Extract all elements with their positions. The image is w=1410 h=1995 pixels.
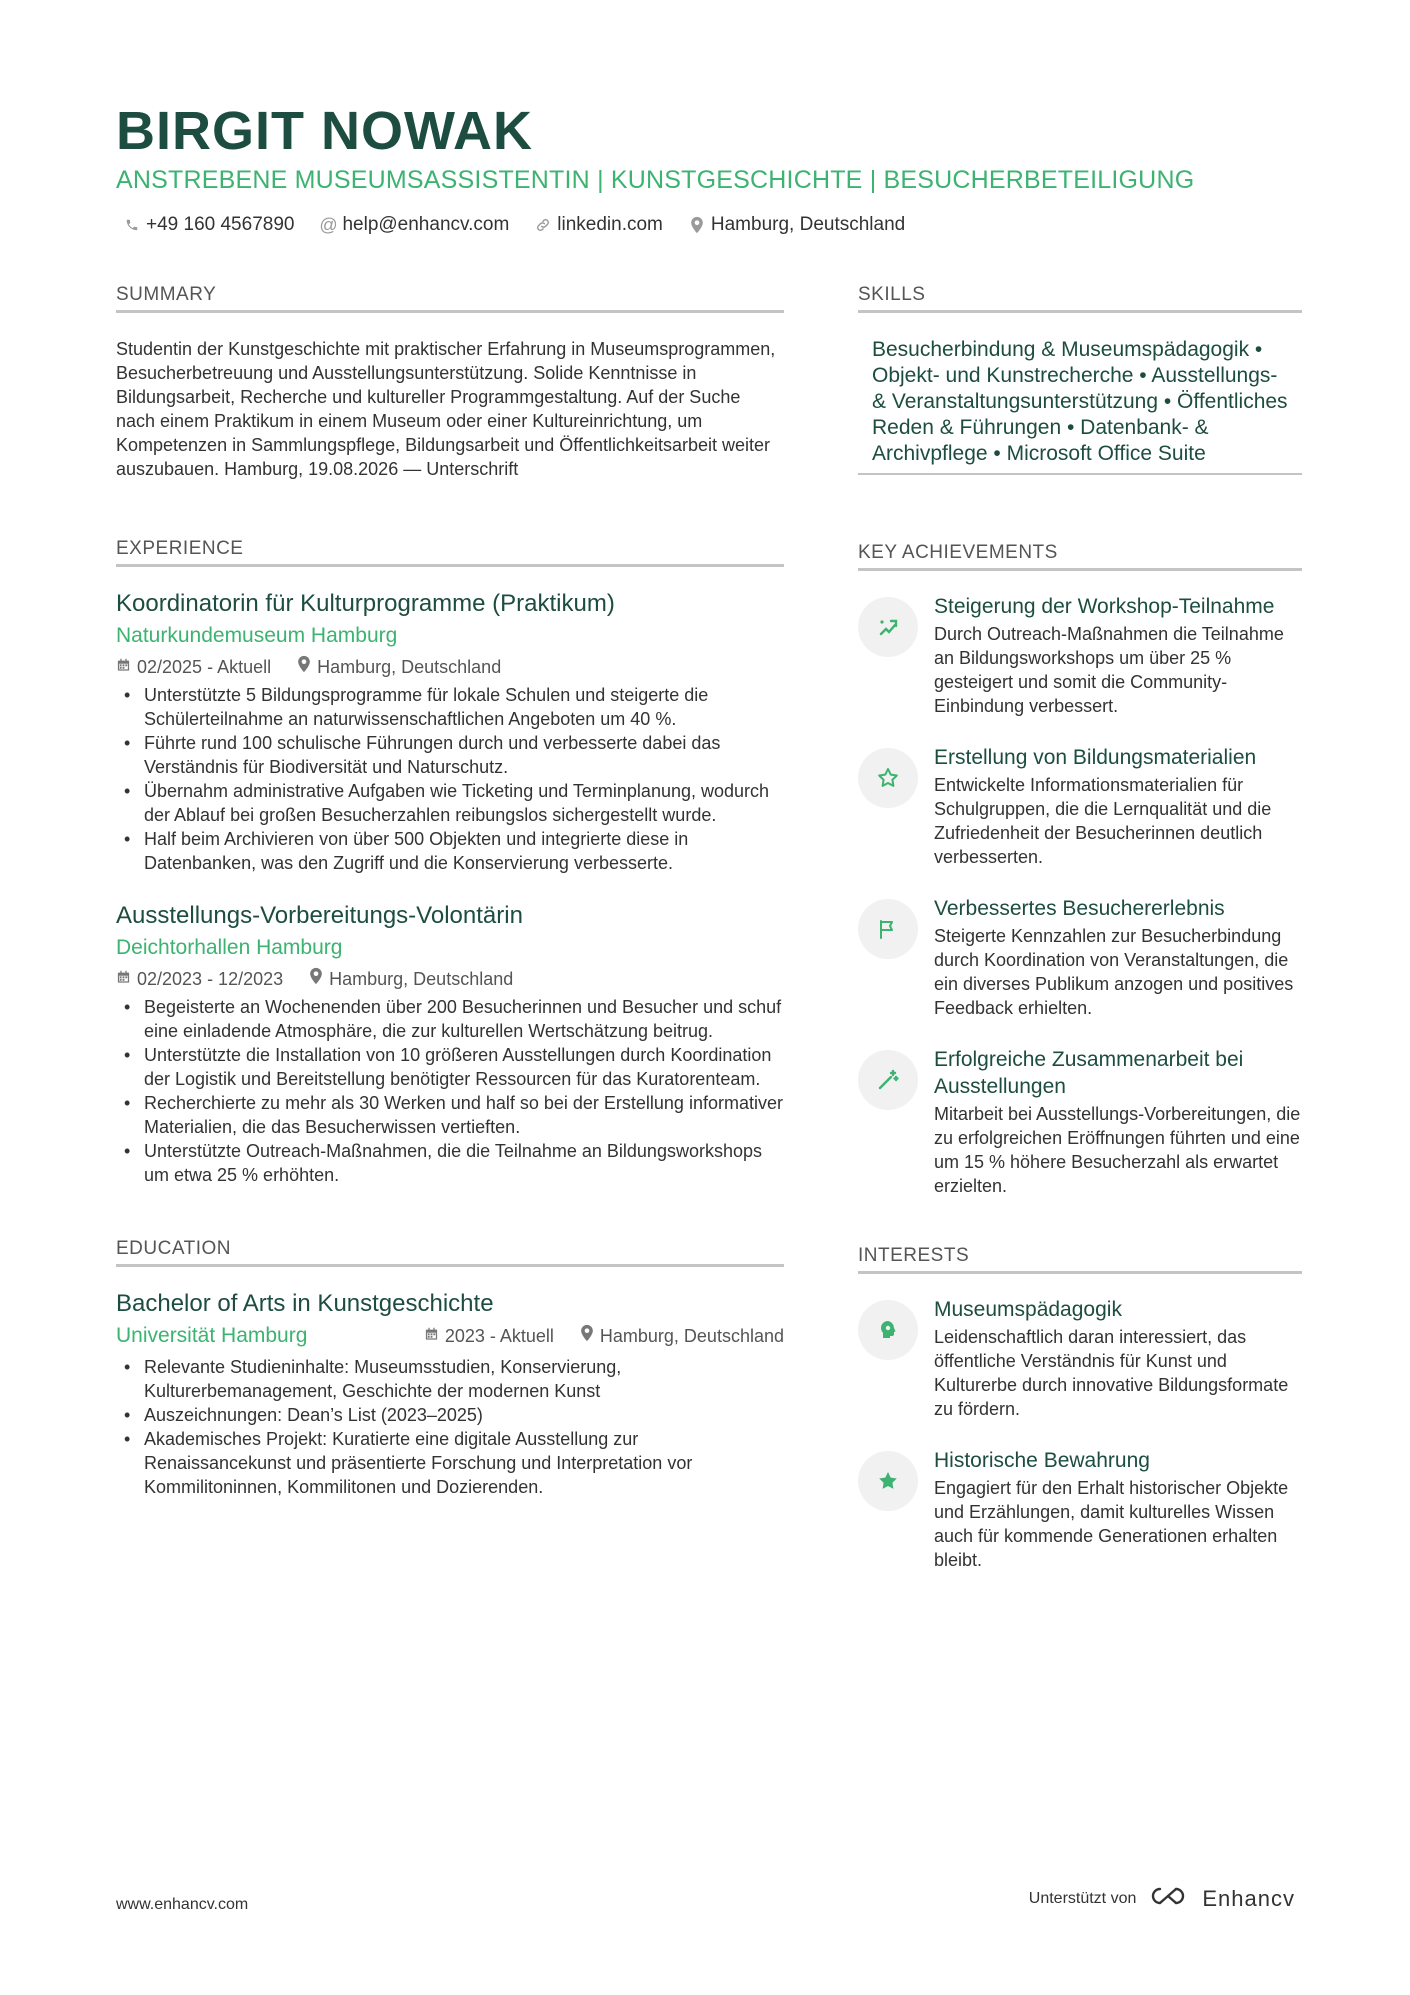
achievement-title: Verbessertes Besuchererlebnis: [934, 897, 1225, 920]
contact-phone-text: +49 160 4567890: [146, 214, 295, 235]
job-dates: [116, 655, 271, 679]
contact-phone[interactable]: [124, 214, 294, 236]
achievements-heading: KEY ACHIEVEMENTS: [858, 541, 1302, 571]
skills-section: [858, 283, 1302, 475]
job-dates-text: 02/2025 - Aktuell: [137, 657, 272, 677]
bullet-item: • Relevante Studieninhalte: Museumsstudien, Konservierung, Kulturerbemanagement, Geschichte der modernen Kunst: [116, 1355, 784, 1403]
location-pin-icon: [309, 967, 323, 991]
achievement-title: Steigerung der Workshop-Teilnahme: [934, 595, 1275, 618]
job-bullets: [116, 995, 784, 1187]
summary-text: Studentin der Kunstgeschichte mit praktischer Erfahrung in Museumsprogrammen, Besucherbetreuung und Ausstellungsunterstützung. Solide Kenntnisse in Bildungsarbeit, Recherche und kultureller Programmgestaltung. Auf der Suche nach einem Praktikum in einem Museum oder einer Kultureinrichtung, um Kompetenzen in Sammlungspflege, Bildungsarbeit und Öffentlichkeitsarbeit weiter auszubauen. Hamburg, 19.08.2026 — Unterschrift: [116, 339, 776, 479]
education-item: [116, 1289, 784, 1499]
contact-email-text: help@enhancv.com: [342, 214, 510, 235]
calendar-icon: [116, 967, 131, 991]
degree-title: Bachelor of Arts in Kunstgeschichte: [116, 1290, 494, 1317]
job-dates-text: 02/2023 - 12/2023: [137, 969, 284, 989]
summary-section: [116, 283, 784, 481]
star-filled-icon: [858, 1451, 918, 1511]
education-location-text: Hamburg, Deutschland: [599, 1326, 784, 1346]
skills-box: [858, 337, 1302, 475]
contact-bar: [116, 214, 1306, 236]
bullet-item: • Übernahm administrative Aufgaben wie Ticketing und Terminplanung, wodurch der Ablauf bei großen Besucherzahlen reibungslos sichergestellt wurde.: [116, 779, 784, 827]
interest-title: Museumspädagogik: [934, 1298, 1122, 1321]
phone-icon: [124, 216, 140, 234]
footer-website[interactable]: www.enhancv.com: [116, 1896, 249, 1913]
growth-icon: [858, 597, 918, 657]
job-title: Ausstellungs-Vorbereitungs-Volontärin: [116, 902, 523, 929]
interest-body: [934, 1296, 1302, 1421]
contact-linkedin[interactable]: [535, 214, 663, 236]
interest-desc: Engagiert für den Erhalt historischer Objekte und Erzählungen, damit kulturelles Wissen auch für kommende Generationen erhalten bleibt.: [934, 1478, 1289, 1570]
bullet-item: • Auszeichnungen: Dean’s List (2023–2025): [116, 1403, 784, 1427]
magic-wand-icon: [858, 1050, 918, 1110]
company-name: Deichtorhallen Hamburg: [116, 936, 343, 959]
education-meta-row: [116, 1321, 784, 1351]
job-location: [297, 655, 501, 679]
education-dates-text: 2023 - Aktuell: [444, 1326, 554, 1346]
interest-desc: Leidenschaftlich daran interessiert, das öffentliche Verständnis für Kunst und Kulturerbe durch innovative Bildungsformate zu fördern.: [934, 1327, 1289, 1419]
location-pin-icon: [297, 655, 311, 679]
enhancv-brand-text: Enhancv: [1202, 1885, 1295, 1911]
achievement-body: [934, 895, 1302, 1020]
job-location-text: Hamburg, Deutschland: [317, 657, 502, 677]
interest-item: [858, 1447, 1302, 1572]
achievements-section: [858, 541, 1302, 1198]
education-heading: EDUCATION: [116, 1237, 784, 1267]
powered-by-text: Unterstützt von: [1028, 1889, 1137, 1907]
achievement-item: [858, 895, 1302, 1020]
bullet-item: • Begeisterte an Wochenenden über 200 Besucherinnen und Besucher und schuf eine einladende Atmosphäre, die zur kulturellen Wertschätzung beitrug.: [116, 995, 784, 1043]
school-name: Universität Hamburg: [116, 1324, 308, 1347]
education-meta: [424, 1324, 784, 1348]
footer-powered-by[interactable]: [1029, 1884, 1295, 1913]
contact-location-text: Hamburg, Deutschland: [710, 214, 906, 235]
bullet-item: • Recherchierte zu mehr als 30 Werken und half so bei der Erstellung informativer Materialien, die das Besucherwissen vertieften.: [116, 1091, 784, 1139]
education-location: [580, 1324, 784, 1348]
job-dates: [116, 967, 283, 991]
achievement-item: [858, 744, 1302, 869]
achievement-desc: Entwickelte Informationsmaterialien für Schulgruppen, die die Lernqualität und die Zufriedenheit der Besucherinnen deutlich verbesserten.: [934, 775, 1272, 867]
interests-section: [858, 1244, 1302, 1572]
calendar-icon: [116, 655, 131, 679]
achievement-body: [934, 744, 1302, 869]
job-meta: [116, 655, 784, 679]
at-icon: @: [319, 214, 338, 235]
interest-body: [934, 1447, 1302, 1572]
achievement-body: [934, 593, 1302, 718]
contact-location: [689, 214, 905, 236]
summary-heading: SUMMARY: [116, 283, 784, 313]
interest-item: [858, 1296, 1302, 1421]
bullet-item: • Unterstützte 5 Bildungsprogramme für lokale Schulen und steigerte die Schülerteilnahme an naturwissenschaftlichen Angeboten um 40 %.: [116, 683, 784, 731]
experience-item: [116, 589, 784, 875]
location-pin-icon: [580, 1324, 594, 1348]
enhancv-logo-icon: [1146, 1884, 1192, 1913]
achievement-item: [858, 593, 1302, 718]
interest-title: Historische Bewahrung: [934, 1449, 1150, 1472]
contact-email[interactable]: [320, 214, 509, 236]
resume-header: [116, 100, 1306, 236]
achievement-title: Erfolgreiche Zusammenarbeit bei Ausstellungen: [934, 1048, 1244, 1098]
education-bullets: [116, 1355, 784, 1499]
experience-item: [116, 901, 784, 1187]
experience-section: [116, 537, 784, 1187]
job-bullets: [116, 683, 784, 875]
calendar-icon: [424, 1324, 439, 1348]
contact-linkedin-text: linkedin.com: [557, 214, 663, 235]
skills-heading: SKILLS: [858, 283, 1302, 313]
education-section: [116, 1237, 784, 1499]
skills-text: Besucherbindung & Museumspädagogik • Objekt- und Kunstrecherche • Ausstellungs- & Veranstaltungsunterstützung • Öffentliches Reden & Führungen • Datenbank- & Archivpflege • Microsoft Office Suite: [872, 338, 1288, 465]
star-icon: [858, 748, 918, 808]
job-title: Koordinatorin für Kulturprogramme (Praktikum): [116, 590, 615, 617]
job-meta: [116, 967, 784, 991]
interests-heading: INTERESTS: [858, 1244, 1302, 1274]
location-pin-icon: [689, 216, 705, 234]
achievement-desc: Mitarbeit bei Ausstellungs-Vorbereitungen, die zu erfolgreichen Eröffnungen führten und eine um 15 % höhere Besucherzahl als erwartet erzielten.: [934, 1104, 1301, 1196]
job-location-text: Hamburg, Deutschland: [329, 969, 514, 989]
left-column: [116, 283, 784, 1499]
achievement-body: [934, 1046, 1302, 1198]
achievement-item: [858, 1046, 1302, 1198]
right-column: [858, 283, 1302, 1572]
candidate-name: BIRGIT NOWAK: [116, 101, 533, 161]
achievement-desc: Durch Outreach-Maßnahmen die Teilnahme an Bildungsworkshops um über 25 % gesteigert und somit die Community-Einbindung verbessert.: [934, 624, 1284, 716]
candidate-tagline: ANSTREBENE MUSEUMSASSISTENTIN | KUNSTGESCHICHTE | BESUCHERBETEILIGUNG: [116, 166, 1195, 194]
job-location: [309, 967, 513, 991]
head-idea-icon: [858, 1300, 918, 1360]
education-dates: [424, 1324, 554, 1348]
bullet-item: • Unterstützte Outreach-Maßnahmen, die die Teilnahme an Bildungsworkshops um etwa 25 % erhöhten.: [116, 1139, 784, 1187]
bullet-item: • Akademisches Projekt: Kuratierte eine digitale Ausstellung zur Renaissancekunst und präsentierte Forschung und Interpretation vor Kommilitoninnen, Kommilitonen und Dozierenden.: [116, 1427, 784, 1499]
achievement-desc: Steigerte Kennzahlen zur Besucherbindung durch Koordination von Veranstaltungen, die ein diverses Publikum anzogen und positives Feedback erhielten.: [934, 926, 1294, 1018]
bullet-item: • Half beim Archivieren von über 500 Objekten und integrierte diese in Datenbanken, was den Zugriff und die Konservierung verbesserte.: [116, 827, 784, 875]
bullet-item: • Führte rund 100 schulische Führungen durch und verbesserte dabei das Verständnis für Biodiversität und Naturschutz.: [116, 731, 784, 779]
experience-heading: EXPERIENCE: [116, 537, 784, 567]
achievement-title: Erstellung von Bildungsmaterialien: [934, 746, 1257, 769]
link-icon: [535, 216, 551, 234]
bullet-item: • Unterstützte die Installation von 10 größeren Ausstellungen durch Koordination der Logistik und Bereitstellung benötigter Ressourcen für das Kuratorenteam.: [116, 1043, 784, 1091]
flag-icon: [858, 899, 918, 959]
company-name: Naturkundemuseum Hamburg: [116, 624, 398, 647]
